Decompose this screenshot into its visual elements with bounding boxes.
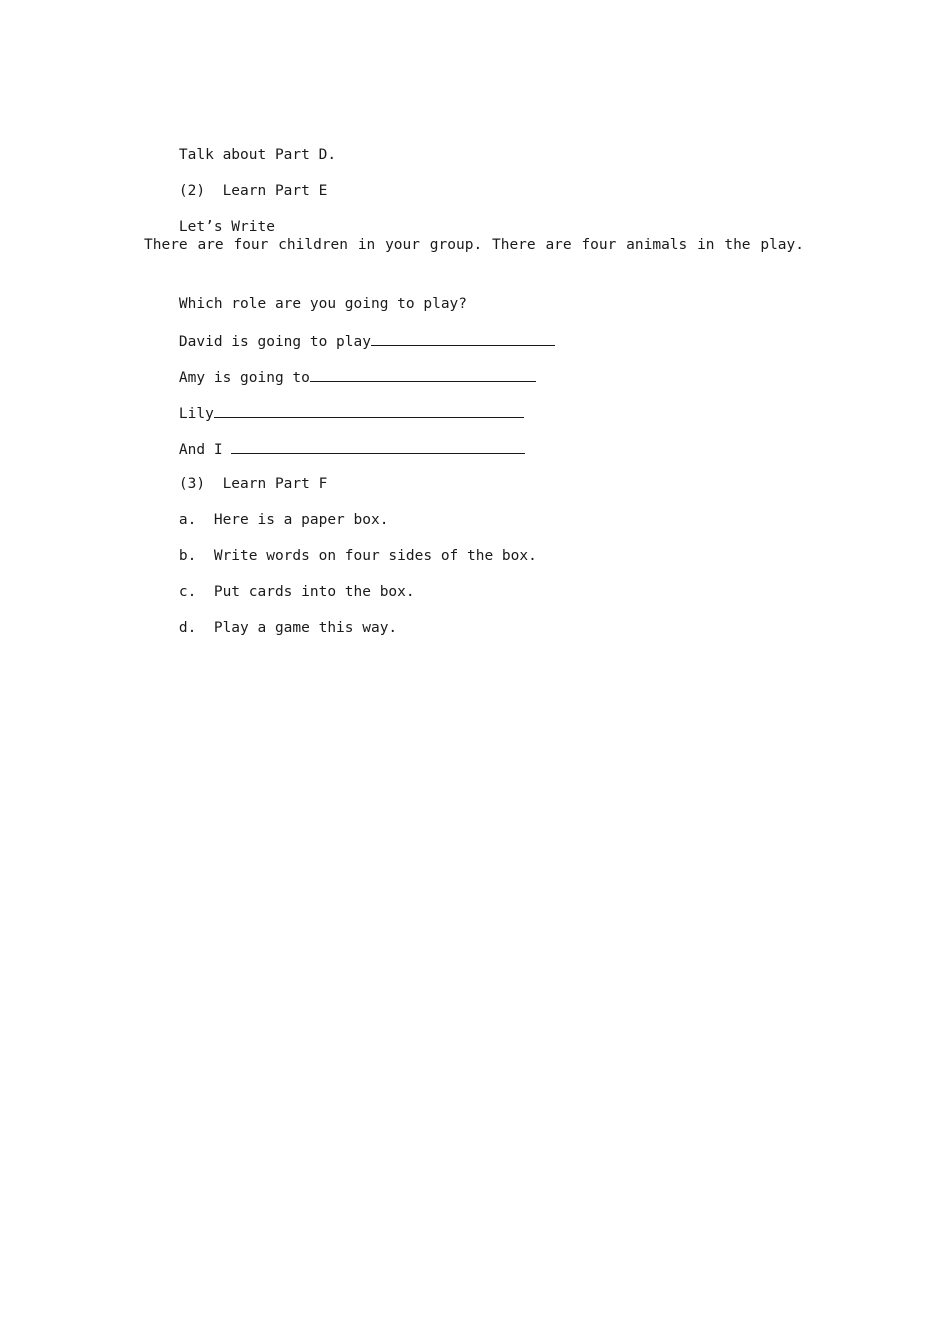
answer-blank-lily[interactable] xyxy=(214,403,524,418)
text-david: David is going to play xyxy=(178,334,371,350)
text-intro-sentence-1: There are four children in your group. There are four animals in the play. xyxy=(144,237,804,253)
answer-blank-and-i[interactable] xyxy=(231,439,525,454)
text-amy: Amy is going to xyxy=(178,370,310,386)
list-item-step-b: b. Write words on four sides of the box. xyxy=(178,548,537,564)
answer-blank-david[interactable] xyxy=(371,331,555,346)
text-lily: Lily xyxy=(178,406,214,422)
subheading-lets-write: Let’s Write xyxy=(178,219,275,235)
section-heading-part-f: (3) Learn Part F xyxy=(178,476,328,492)
list-item-step-a: a. Here is a paper box. xyxy=(178,512,389,528)
text-intro-sentence-2: Which role are you going to play? xyxy=(178,296,468,312)
line-intro-1 xyxy=(144,236,804,254)
line-step-d xyxy=(144,601,397,655)
list-item-step-d: d. Play a game this way. xyxy=(178,620,398,636)
text-and-i: And I xyxy=(178,442,232,458)
answer-blank-amy[interactable] xyxy=(310,367,536,382)
section-heading-part-e: (2) Learn Part E xyxy=(178,183,328,199)
text-talk-about: Talk about Part D. xyxy=(178,147,337,163)
list-item-step-c: c. Put cards into the box. xyxy=(178,584,415,600)
